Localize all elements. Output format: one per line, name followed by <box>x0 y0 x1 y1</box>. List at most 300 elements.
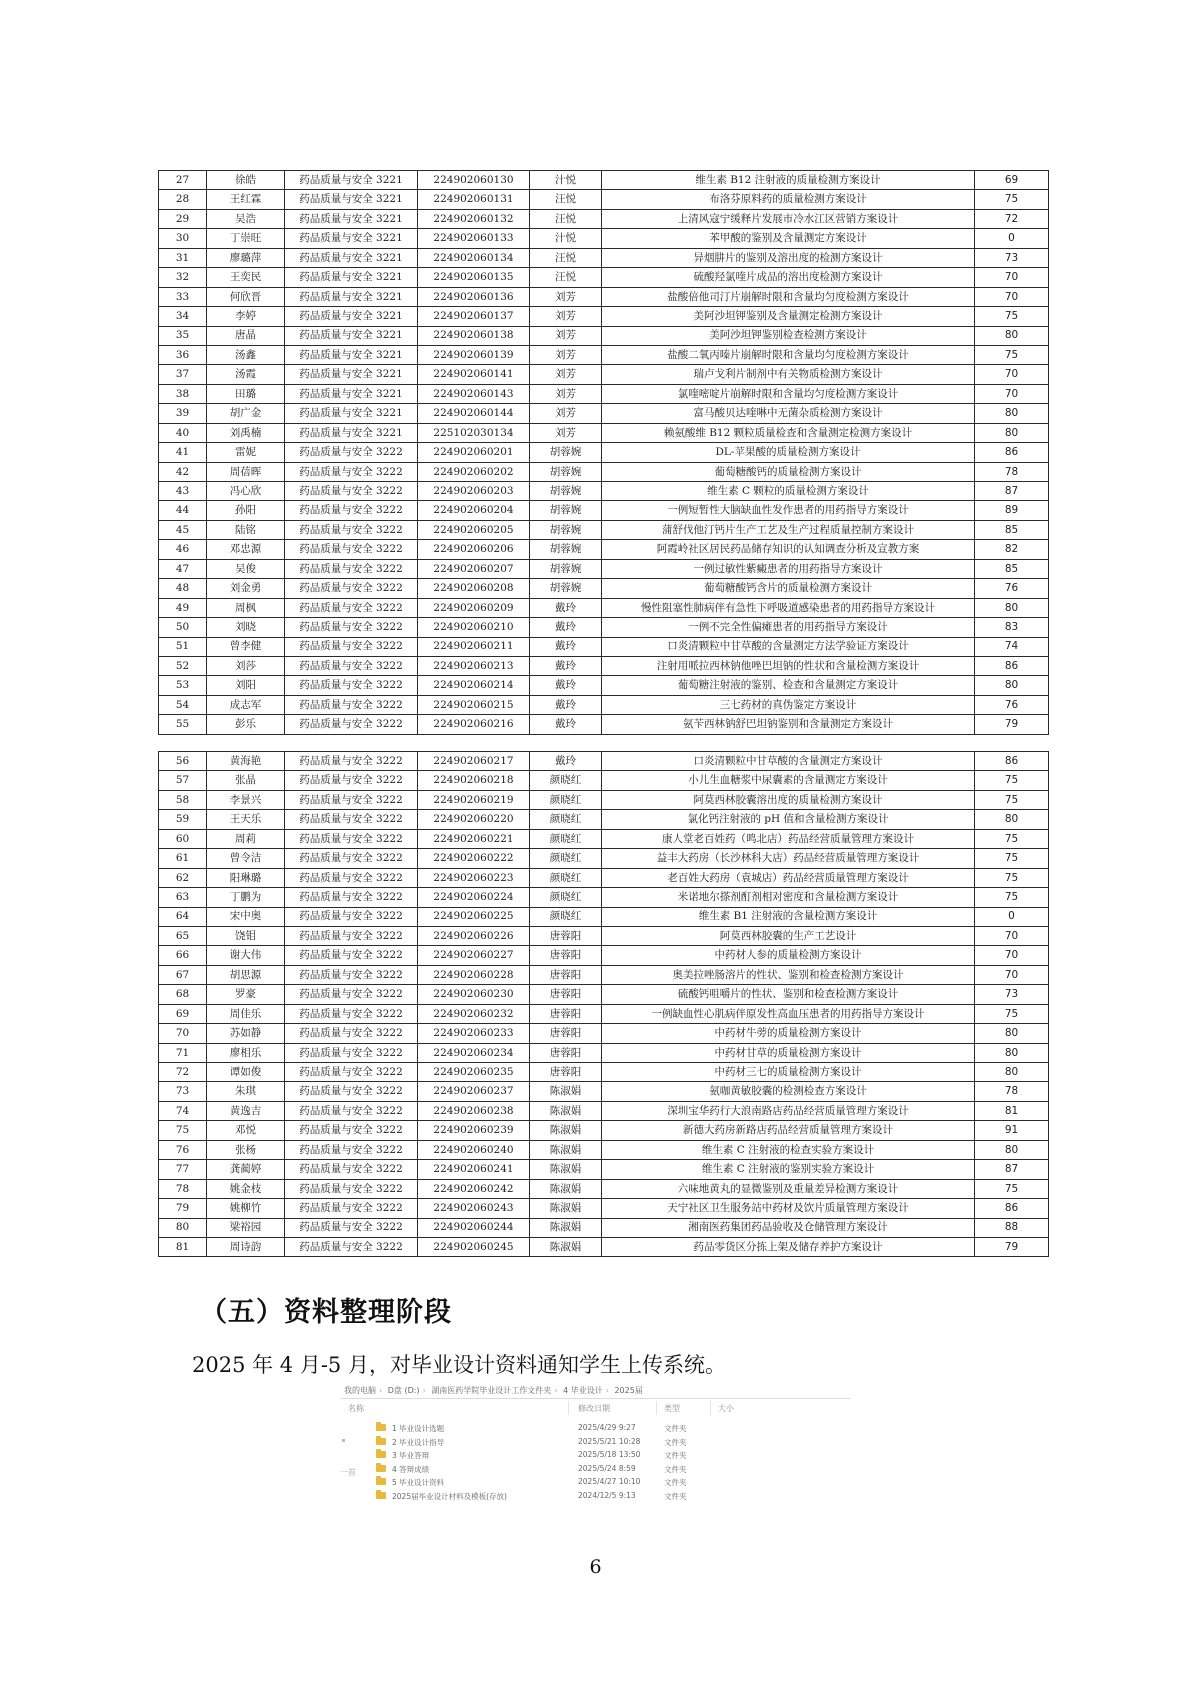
thesis-topic: 慢性阻塞性肺病伴有急性下呼吸道感染患者的用药指导方案设计 <box>602 598 975 617</box>
row-number: 33 <box>159 287 207 306</box>
thesis-topic: 硫酸羟氯喹片成品的溶出度检测方案设计 <box>602 268 975 287</box>
table-row <box>159 946 1049 965</box>
address-bar[interactable]: 我的电脑 › D盘 (D:) › 湖南医药学院毕业设计工作文件夹 › 4 毕业设计 › 2025届 <box>340 1383 850 1399</box>
column-size-header[interactable]: 大小 <box>718 1404 734 1413</box>
tutor-name: 陈淑娟 <box>530 1179 602 1198</box>
table-row <box>159 1101 1049 1120</box>
thesis-topic: 维生素 C 颗粒的质量检测方案设计 <box>602 482 975 501</box>
table-row <box>159 907 1049 926</box>
class-name: 药品质量与安全 3222 <box>285 1043 418 1062</box>
thesis-topic: 一例不完全性偏瘫患者的用药指导方案设计 <box>602 618 975 637</box>
thesis-topic: 中药材三七的质量检测方案设计 <box>602 1063 975 1082</box>
student-name: 邓悦 <box>207 1121 285 1140</box>
class-name: 药品质量与安全 3221 <box>285 171 418 190</box>
table-row <box>159 926 1049 945</box>
tutor-name: 颜晓红 <box>530 868 602 887</box>
table-row <box>159 209 1049 228</box>
student-id: 224902060131 <box>418 190 530 209</box>
student-id: 224902060241 <box>418 1160 530 1179</box>
tutor-name: 汪悦 <box>530 209 602 228</box>
table-row <box>159 888 1049 907</box>
score: 80 <box>975 676 1049 695</box>
thesis-table-part1 <box>158 170 1049 735</box>
breadcrumb-item[interactable]: 湖南医药学院毕业设计工作文件夹 <box>431 1386 552 1395</box>
class-name: 药品质量与安全 3222 <box>285 1101 418 1120</box>
student-id: 224902060135 <box>418 268 530 287</box>
student-name: 谭如俊 <box>207 1063 285 1082</box>
class-name: 药品质量与安全 3222 <box>285 618 418 637</box>
tutor-name: 胡蓉婉 <box>530 482 602 501</box>
tutor-name: 陈淑娟 <box>530 1140 602 1159</box>
folder-icon <box>376 1424 386 1431</box>
score: 85 <box>975 520 1049 539</box>
class-name: 药品质量与安全 3221 <box>285 307 418 326</box>
tutor-name: 汪悦 <box>530 268 602 287</box>
row-number: 62 <box>159 868 207 887</box>
student-id: 224902060239 <box>418 1121 530 1140</box>
folder-name: 5 毕业设计资料 <box>392 1478 445 1487</box>
class-name: 药品质量与安全 3222 <box>285 1237 418 1256</box>
student-id: 224902060208 <box>418 579 530 598</box>
table-row <box>159 1237 1049 1256</box>
tutor-name: 陈淑娟 <box>530 1082 602 1101</box>
tutor-name: 颜晓红 <box>530 771 602 790</box>
tutor-name: 刘芳 <box>530 384 602 403</box>
student-name: 王奕民 <box>207 268 285 287</box>
folder-name: 1 毕业设计选题 <box>392 1424 445 1433</box>
student-name: 何欣晋 <box>207 287 285 306</box>
score: 70 <box>975 384 1049 403</box>
class-name: 药品质量与安全 3221 <box>285 268 418 287</box>
thesis-topic: 六味地黄丸的显微鉴别及重量差异检测方案设计 <box>602 1179 975 1198</box>
breadcrumb-item[interactable]: 2025届 <box>614 1386 643 1395</box>
student-id: 225102030134 <box>418 423 530 442</box>
class-name: 药品质量与安全 3221 <box>285 229 418 248</box>
row-number: 40 <box>159 423 207 442</box>
tutor-name: 陈淑娟 <box>530 1237 602 1256</box>
folder-name: 3 毕业答辩 <box>392 1451 430 1460</box>
row-number: 55 <box>159 715 207 734</box>
row-number: 80 <box>159 1218 207 1237</box>
score: 70 <box>975 926 1049 945</box>
student-id: 224902060221 <box>418 829 530 848</box>
class-name: 药品质量与安全 3222 <box>285 888 418 907</box>
thesis-topic: 瑞卢戈利片制剂中有关物质检测方案设计 <box>602 365 975 384</box>
table-row <box>159 1179 1049 1198</box>
table-row <box>159 985 1049 1004</box>
class-name: 药品质量与安全 3222 <box>285 598 418 617</box>
student-id: 224902060219 <box>418 790 530 809</box>
table-row <box>159 829 1049 848</box>
class-name: 药品质量与安全 3221 <box>285 326 418 345</box>
row-number: 63 <box>159 888 207 907</box>
class-name: 药品质量与安全 3222 <box>285 810 418 829</box>
table-row <box>159 849 1049 868</box>
folder-modified: 2025/5/21 10:28 <box>578 1436 641 1446</box>
student-id: 224902060240 <box>418 1140 530 1159</box>
thesis-topic: 药品零货区分拣上架及储存养护方案设计 <box>602 1237 975 1256</box>
class-name: 药品质量与安全 3222 <box>285 1063 418 1082</box>
class-name: 药品质量与安全 3222 <box>285 520 418 539</box>
folder-row[interactable] <box>340 1489 850 1503</box>
student-id: 224902060226 <box>418 926 530 945</box>
table-row <box>159 307 1049 326</box>
student-name: 周蓓晖 <box>207 462 285 481</box>
table-row <box>159 656 1049 675</box>
folder-name: 2 毕业设计指导 <box>392 1437 445 1447</box>
file-explorer-screenshot <box>340 1383 850 1517</box>
class-name: 药品质量与安全 3222 <box>285 676 418 695</box>
table-row <box>159 965 1049 984</box>
column-modified-header[interactable]: 修改日期 <box>578 1404 610 1413</box>
thesis-topic: 阿莫西林胶囊的生产工艺设计 <box>602 926 975 945</box>
student-name: 姚柳竹 <box>207 1199 285 1218</box>
table-row <box>159 790 1049 809</box>
folder-modified: 2025/4/29 9:27 <box>578 1423 636 1432</box>
student-name: 彭乐 <box>207 715 285 734</box>
folder-row[interactable] <box>340 1462 850 1476</box>
thesis-topic: 阿霞岭社区居民药品储存知识的认知调查分析及宣教方案 <box>602 540 975 559</box>
table-row <box>159 1121 1049 1140</box>
score: 86 <box>975 1199 1049 1218</box>
score: 82 <box>975 540 1049 559</box>
thesis-topic: 米诺地尔搽剂酊剂相对密度和含量检测方案设计 <box>602 888 975 907</box>
row-number: 72 <box>159 1063 207 1082</box>
thesis-topic: 布洛芬原料药的质量检测方案设计 <box>602 190 975 209</box>
row-number: 78 <box>159 1179 207 1198</box>
tutor-name: 唐蓉阳 <box>530 1063 602 1082</box>
student-id: 224902060228 <box>418 965 530 984</box>
row-number: 73 <box>159 1082 207 1101</box>
student-id: 224902060225 <box>418 907 530 926</box>
student-id: 224902060218 <box>418 771 530 790</box>
row-number: 46 <box>159 540 207 559</box>
class-name: 药品质量与安全 3222 <box>285 482 418 501</box>
class-name: 药品质量与安全 3222 <box>285 985 418 1004</box>
student-id: 224902060137 <box>418 307 530 326</box>
row-number: 32 <box>159 268 207 287</box>
folder-name: 4 答辩成绩 <box>392 1464 430 1474</box>
tutor-name: 唐蓉阳 <box>530 965 602 984</box>
class-name: 药品质量与安全 3222 <box>285 771 418 790</box>
score: 80 <box>975 404 1049 423</box>
thesis-topic: 天宁社区卫生服务站中药材及饮片质量管理方案设计 <box>602 1199 975 1218</box>
table-row <box>159 326 1049 345</box>
row-number: 60 <box>159 829 207 848</box>
class-name: 药品质量与安全 3222 <box>285 752 418 771</box>
student-id: 224902060133 <box>418 229 530 248</box>
thesis-topic: 一例短暂性大脑缺血性发作患者的用药指导方案设计 <box>602 501 975 520</box>
row-number: 56 <box>159 752 207 771</box>
folder-row[interactable] <box>340 1475 850 1489</box>
thesis-topic: 盐酸二氧丙嗪片崩解时限和含量均匀度检测方案设计 <box>602 345 975 364</box>
row-number: 68 <box>159 985 207 1004</box>
folder-icon <box>376 1438 386 1445</box>
student-name: 胡思源 <box>207 965 285 984</box>
row-number: 66 <box>159 946 207 965</box>
thesis-topic: 维生素 C 注射液的鉴别实验方案设计 <box>602 1160 975 1179</box>
table-row <box>159 1082 1049 1101</box>
row-number: 61 <box>159 849 207 868</box>
score: 75 <box>975 868 1049 887</box>
thesis-topic: 美阿沙坦钾鉴别检查检测方案设计 <box>602 326 975 345</box>
student-name: 周莉 <box>207 829 285 848</box>
score: 75 <box>975 849 1049 868</box>
student-name: 刘禹楠 <box>207 423 285 442</box>
table-row <box>159 462 1049 481</box>
student-name: 汤鑫 <box>207 345 285 364</box>
thesis-topic: 中药材人参的质量检测方案设计 <box>602 946 975 965</box>
table-row <box>159 443 1049 462</box>
row-number: 64 <box>159 907 207 926</box>
column-name-header[interactable]: 名称 <box>348 1404 364 1413</box>
folder-row[interactable] <box>340 1421 850 1435</box>
thesis-topic: 维生素 B12 注射液的质量检测方案设计 <box>602 171 975 190</box>
student-name: 廖璐萍 <box>207 248 285 267</box>
student-id: 224902060210 <box>418 618 530 637</box>
student-id: 224902060134 <box>418 248 530 267</box>
table-row <box>159 248 1049 267</box>
table-row <box>159 190 1049 209</box>
column-type-header[interactable]: 类型 <box>664 1404 680 1413</box>
folder-icon <box>376 1478 386 1485</box>
table-row <box>159 637 1049 656</box>
score: 76 <box>975 695 1049 714</box>
tutor-name: 汁悦 <box>530 229 602 248</box>
tutor-name: 刘芳 <box>530 307 602 326</box>
table-row <box>159 501 1049 520</box>
breadcrumb-item[interactable]: 我的电脑 <box>344 1386 376 1395</box>
table-row <box>159 365 1049 384</box>
tutor-name: 戴玲 <box>530 637 602 656</box>
student-id: 224902060242 <box>418 1179 530 1198</box>
row-number: 52 <box>159 656 207 675</box>
table-row <box>159 771 1049 790</box>
folder-type: 文件夹 <box>664 1478 687 1487</box>
student-id: 224902060233 <box>418 1024 530 1043</box>
score: 75 <box>975 790 1049 809</box>
thesis-topic: 中药材牛蒡的质量检测方案设计 <box>602 1024 975 1043</box>
thesis-topic: 氨咖黄敏胶囊的检测检查方案设计 <box>602 1082 975 1101</box>
table-row <box>159 229 1049 248</box>
score: 78 <box>975 1082 1049 1101</box>
student-name: 刘金勇 <box>207 579 285 598</box>
tutor-name: 戴玲 <box>530 752 602 771</box>
table-row <box>159 268 1049 287</box>
student-id: 224902060217 <box>418 752 530 771</box>
score: 80 <box>975 423 1049 442</box>
class-name: 药品质量与安全 3222 <box>285 946 418 965</box>
tutor-name: 胡蓉婉 <box>530 462 602 481</box>
tutor-name: 戴玲 <box>530 695 602 714</box>
class-name: 药品质量与安全 3221 <box>285 384 418 403</box>
score: 75 <box>975 888 1049 907</box>
tutor-name: 胡蓉婉 <box>530 540 602 559</box>
row-number: 69 <box>159 1004 207 1023</box>
class-name: 药品质量与安全 3222 <box>285 443 418 462</box>
row-number: 75 <box>159 1121 207 1140</box>
table-row <box>159 482 1049 501</box>
tutor-name: 颜晓红 <box>530 829 602 848</box>
class-name: 药品质量与安全 3221 <box>285 345 418 364</box>
table-row <box>159 1024 1049 1043</box>
class-name: 药品质量与安全 3222 <box>285 907 418 926</box>
class-name: 药品质量与安全 3222 <box>285 849 418 868</box>
tutor-name: 陈淑娟 <box>530 1199 602 1218</box>
score: 72 <box>975 209 1049 228</box>
student-id: 224902060206 <box>418 540 530 559</box>
score: 70 <box>975 287 1049 306</box>
class-name: 药品质量与安全 3222 <box>285 1082 418 1101</box>
folder-row[interactable] <box>340 1448 850 1462</box>
student-id: 224902060214 <box>418 676 530 695</box>
class-name: 药品质量与安全 3222 <box>285 462 418 481</box>
row-number: 38 <box>159 384 207 403</box>
tutor-name: 胡蓉婉 <box>530 579 602 598</box>
class-name: 药品质量与安全 3222 <box>285 1140 418 1159</box>
thesis-topic: 葡萄糖酸钙含片的质量检测方案设计 <box>602 579 975 598</box>
tutor-name: 颜晓红 <box>530 907 602 926</box>
score: 70 <box>975 268 1049 287</box>
row-number: 45 <box>159 520 207 539</box>
column-divider <box>568 1401 569 1415</box>
thesis-topic: 硫酸钙咀嚼片的性状、鉴别和检查检测方案设计 <box>602 985 975 1004</box>
tutor-name: 戴玲 <box>530 715 602 734</box>
student-id: 224902060209 <box>418 598 530 617</box>
class-name: 药品质量与安全 3222 <box>285 656 418 675</box>
table-row <box>159 404 1049 423</box>
student-name: 王红霖 <box>207 190 285 209</box>
student-id: 224902060227 <box>418 946 530 965</box>
tutor-name: 颜晓红 <box>530 810 602 829</box>
class-name: 药品质量与安全 3221 <box>285 287 418 306</box>
score: 83 <box>975 618 1049 637</box>
student-id: 224902060243 <box>418 1199 530 1218</box>
student-name: 丁崇旺 <box>207 229 285 248</box>
student-name: 龚蔺婷 <box>207 1160 285 1179</box>
row-number: 49 <box>159 598 207 617</box>
tutor-name: 陈淑娟 <box>530 1101 602 1120</box>
score: 76 <box>975 579 1049 598</box>
tutor-name: 刘芳 <box>530 287 602 306</box>
thesis-topic: 美阿沙坦钾鉴别及含量测定检测方案设计 <box>602 307 975 326</box>
class-name: 药品质量与安全 3222 <box>285 1179 418 1198</box>
score: 75 <box>975 345 1049 364</box>
student-id: 224902060237 <box>418 1082 530 1101</box>
tutor-name: 刘芳 <box>530 404 602 423</box>
student-name: 丁鹏为 <box>207 888 285 907</box>
row-number: 41 <box>159 443 207 462</box>
student-name: 张杨 <box>207 1140 285 1159</box>
score: 85 <box>975 559 1049 578</box>
score: 73 <box>975 985 1049 1004</box>
score: 75 <box>975 771 1049 790</box>
student-name: 苏如静 <box>207 1024 285 1043</box>
student-name: 梁裕园 <box>207 1218 285 1237</box>
thesis-topic: 口炎清颗粒中甘草酸的含量测定方案设计 <box>602 752 975 771</box>
student-name: 黄海艳 <box>207 752 285 771</box>
folder-name: 2025届毕业设计材料及模板(存放) <box>392 1491 507 1501</box>
table-row <box>159 1160 1049 1179</box>
score: 88 <box>975 1218 1049 1237</box>
class-name: 药品质量与安全 3222 <box>285 1160 418 1179</box>
folder-type: 文件夹 <box>664 1464 687 1474</box>
class-name: 药品质量与安全 3222 <box>285 579 418 598</box>
thesis-topic: 三七药材的真伪鉴定方案设计 <box>602 695 975 714</box>
score: 87 <box>975 482 1049 501</box>
class-name: 药品质量与安全 3222 <box>285 1218 418 1237</box>
class-name: 药品质量与安全 3222 <box>285 965 418 984</box>
score: 80 <box>975 1063 1049 1082</box>
class-name: 药品质量与安全 3222 <box>285 715 418 734</box>
student-name: 姚金枝 <box>207 1179 285 1198</box>
student-id: 224902060245 <box>418 1237 530 1256</box>
thesis-topic: 异烟肼片的鉴别及溶出度的检测方案设计 <box>602 248 975 267</box>
thesis-topic: 上清风寇宁缓释片发展市冷水江区营销方案设计 <box>602 209 975 228</box>
folder-row[interactable] <box>340 1435 850 1449</box>
score: 74 <box>975 637 1049 656</box>
student-name: 孙阳 <box>207 501 285 520</box>
student-id: 224902060207 <box>418 559 530 578</box>
tutor-name: 刘芳 <box>530 345 602 364</box>
score: 75 <box>975 307 1049 326</box>
student-id: 224902060232 <box>418 1004 530 1023</box>
class-name: 药品质量与安全 3222 <box>285 829 418 848</box>
class-name: 药品质量与安全 3222 <box>285 637 418 656</box>
score: 86 <box>975 752 1049 771</box>
class-name: 药品质量与安全 3221 <box>285 248 418 267</box>
thesis-topic: 奥美拉唑肠溶片的性状、鉴别和检查检测方案设计 <box>602 965 975 984</box>
thesis-topic: 蒲舒伐他汀钙片生产工艺及生产过程质量控制方案设计 <box>602 520 975 539</box>
student-name: 周诗韵 <box>207 1237 285 1256</box>
page-number: 6 <box>589 1556 602 1578</box>
score: 75 <box>975 1179 1049 1198</box>
row-number: 70 <box>159 1024 207 1043</box>
row-number: 79 <box>159 1199 207 1218</box>
thesis-table-part2 <box>158 751 1049 1257</box>
row-number: 44 <box>159 501 207 520</box>
table-row <box>159 810 1049 829</box>
table-row <box>159 423 1049 442</box>
breadcrumb-item[interactable]: 4 毕业设计 <box>563 1386 603 1395</box>
quick-access-label: 一首 <box>340 1468 356 1477</box>
row-number: 39 <box>159 404 207 423</box>
table-row <box>159 618 1049 637</box>
class-name: 药品质量与安全 3222 <box>285 868 418 887</box>
folder-type: 文件夹 <box>664 1424 687 1433</box>
table-row <box>159 171 1049 190</box>
class-name: 药品质量与安全 3222 <box>285 501 418 520</box>
class-name: 药品质量与安全 3222 <box>285 540 418 559</box>
tutor-name: 戴玲 <box>530 598 602 617</box>
class-name: 药品质量与安全 3222 <box>285 1121 418 1140</box>
tutor-name: 戴玲 <box>530 656 602 675</box>
student-id: 224902060215 <box>418 695 530 714</box>
section-heading: （五）资料整理阶段 <box>200 1297 452 1328</box>
student-name: 刘莎 <box>207 656 285 675</box>
folder-icon <box>376 1451 386 1458</box>
class-name: 药品质量与安全 3222 <box>285 926 418 945</box>
table-row <box>159 1063 1049 1082</box>
tutor-name: 汪悦 <box>530 248 602 267</box>
student-name: 朱琪 <box>207 1082 285 1101</box>
tutor-name: 陈淑娟 <box>530 1218 602 1237</box>
tutor-name: 陈淑娟 <box>530 1160 602 1179</box>
score: 87 <box>975 1160 1049 1179</box>
tutor-name: 刘芳 <box>530 423 602 442</box>
breadcrumb-item[interactable]: D盘 (D:) <box>387 1386 420 1395</box>
student-id: 224902060143 <box>418 384 530 403</box>
